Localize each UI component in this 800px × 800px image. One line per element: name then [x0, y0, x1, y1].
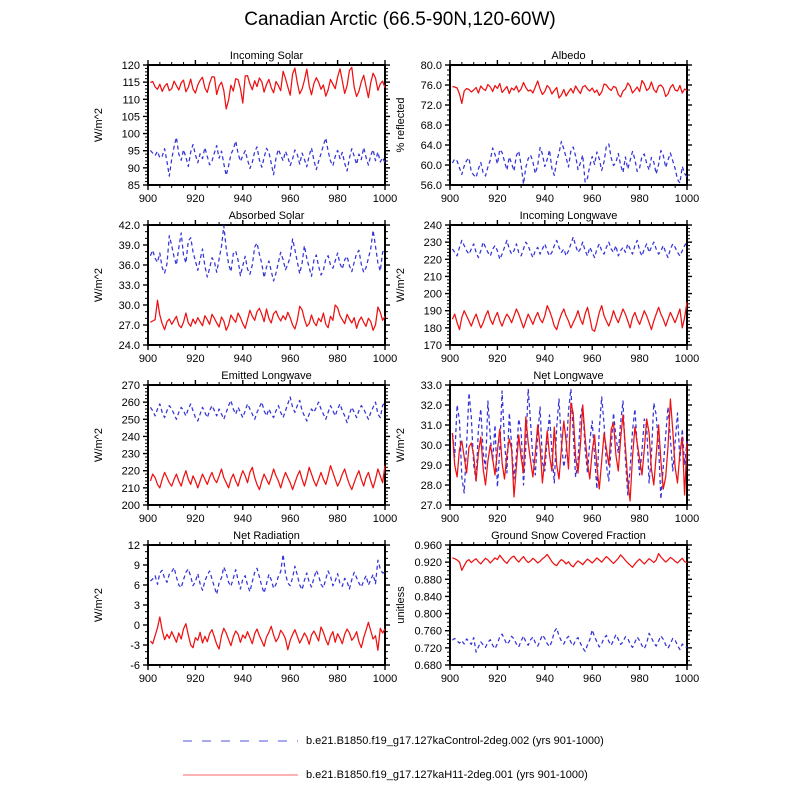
- svg-text:32.0: 32.0: [420, 400, 442, 412]
- svg-text:0.840: 0.840: [414, 591, 442, 604]
- svg-text:940: 940: [535, 513, 554, 525]
- svg-text:920: 920: [186, 353, 205, 365]
- svg-text:200: 200: [423, 288, 442, 301]
- svg-text:68.0: 68.0: [420, 120, 442, 132]
- svg-text:940: 940: [233, 673, 252, 685]
- svg-text:27.0: 27.0: [420, 500, 442, 512]
- svg-text:220: 220: [121, 465, 140, 478]
- svg-text:Absorbed Solar: Absorbed Solar: [228, 210, 305, 222]
- legend-item-control: [183, 733, 604, 749]
- svg-text:unitless: unitless: [395, 586, 407, 624]
- svg-text:Albedo: Albedo: [551, 50, 586, 62]
- svg-text:W/m^2: W/m^2: [93, 588, 105, 622]
- svg-text:270: 270: [121, 380, 140, 392]
- svg-text:90: 90: [127, 162, 140, 175]
- svg-text:33.0: 33.0: [118, 280, 140, 292]
- svg-text:900: 900: [138, 673, 158, 685]
- svg-text:960: 960: [583, 513, 602, 525]
- svg-text:0.880: 0.880: [414, 574, 442, 587]
- subplot-incoming-longwave: [392, 207, 702, 373]
- svg-text:920: 920: [488, 673, 507, 685]
- svg-text:940: 940: [535, 673, 554, 685]
- svg-text:1000: 1000: [372, 673, 398, 685]
- svg-text:960: 960: [281, 193, 300, 205]
- subplot-incoming-solar: [90, 47, 400, 213]
- svg-text:0.800: 0.800: [414, 608, 442, 621]
- svg-text:72.0: 72.0: [420, 100, 442, 112]
- svg-text:27.0: 27.0: [118, 320, 140, 332]
- svg-text:W/m^2: W/m^2: [93, 428, 105, 462]
- svg-text:0: 0: [133, 620, 140, 632]
- svg-text:1000: 1000: [674, 513, 700, 525]
- subplot-net-longwave: [392, 367, 702, 533]
- svg-text:33.0: 33.0: [420, 380, 442, 392]
- svg-text:960: 960: [281, 513, 300, 525]
- subplot-albedo: [392, 47, 702, 213]
- svg-text:30.0: 30.0: [420, 440, 442, 452]
- svg-text:960: 960: [281, 353, 300, 365]
- svg-text:940: 940: [535, 193, 554, 205]
- subplot-net-radiation: [90, 527, 400, 693]
- svg-text:980: 980: [328, 673, 347, 685]
- svg-text:12: 12: [127, 540, 140, 552]
- svg-text:W/m^2: W/m^2: [93, 108, 105, 142]
- svg-text:0.680: 0.680: [414, 660, 442, 672]
- svg-text:900: 900: [138, 513, 158, 525]
- svg-text:900: 900: [440, 353, 460, 365]
- svg-text:76.0: 76.0: [420, 80, 442, 92]
- svg-text:940: 940: [233, 193, 252, 205]
- svg-text:210: 210: [423, 271, 442, 284]
- svg-text:Incoming Solar: Incoming Solar: [229, 50, 304, 62]
- legend-line-solid-icon: [183, 774, 298, 776]
- svg-text:1000: 1000: [674, 673, 700, 685]
- svg-text:-6: -6: [130, 660, 140, 672]
- svg-text:31.0: 31.0: [420, 420, 442, 432]
- svg-text:6: 6: [133, 580, 140, 592]
- svg-text:920: 920: [186, 673, 205, 685]
- legend-label-control: b.e21.B1850.f19_g17.127kaControl-2deg.002 (yrs 901-1000): [306, 735, 604, 747]
- svg-text:39.0: 39.0: [118, 240, 140, 252]
- svg-text:230: 230: [121, 448, 140, 461]
- svg-text:980: 980: [630, 513, 649, 525]
- svg-text:80.0: 80.0: [420, 60, 442, 72]
- svg-text:0.720: 0.720: [414, 642, 442, 655]
- svg-text:1000: 1000: [372, 513, 398, 525]
- svg-text:115: 115: [122, 77, 140, 90]
- svg-text:95: 95: [127, 145, 140, 158]
- svg-text:0.960: 0.960: [414, 540, 442, 552]
- svg-text:900: 900: [138, 193, 158, 205]
- svg-text:960: 960: [583, 353, 602, 365]
- subplot-ground-snow-covered-fraction: [392, 527, 702, 693]
- svg-text:Incoming Longwave: Incoming Longwave: [519, 210, 618, 222]
- legend: [183, 733, 604, 783]
- subplot-emitted-longwave: [90, 367, 400, 533]
- svg-text:980: 980: [630, 193, 649, 205]
- svg-text:85: 85: [127, 180, 140, 192]
- svg-text:9: 9: [133, 560, 140, 572]
- svg-text:920: 920: [488, 513, 507, 525]
- svg-text:980: 980: [328, 353, 347, 365]
- figure-title: Canadian Arctic (66.5-90N,120-60W): [244, 9, 556, 30]
- svg-text:900: 900: [138, 353, 158, 365]
- svg-text:42.0: 42.0: [118, 220, 140, 232]
- svg-text:200: 200: [121, 500, 140, 512]
- svg-text:170: 170: [423, 340, 442, 352]
- svg-text:30.0: 30.0: [118, 300, 140, 312]
- svg-text:230: 230: [423, 237, 442, 250]
- svg-text:36.0: 36.0: [118, 260, 140, 272]
- svg-text:940: 940: [233, 513, 252, 525]
- svg-text:1000: 1000: [674, 193, 700, 205]
- svg-text:960: 960: [583, 673, 602, 685]
- svg-text:210: 210: [121, 482, 140, 495]
- svg-text:W/m^2: W/m^2: [395, 428, 407, 462]
- svg-text:920: 920: [186, 513, 205, 525]
- svg-text:900: 900: [440, 193, 460, 205]
- svg-text:180: 180: [423, 322, 442, 335]
- svg-text:3: 3: [133, 600, 140, 612]
- svg-text:100: 100: [121, 128, 140, 141]
- svg-text:Net Longwave: Net Longwave: [533, 370, 604, 382]
- svg-text:920: 920: [186, 193, 205, 205]
- legend-item-experiment: [183, 767, 604, 783]
- svg-text:56.0: 56.0: [420, 180, 442, 192]
- svg-text:W/m^2: W/m^2: [93, 268, 105, 302]
- svg-text:60.0: 60.0: [420, 160, 442, 172]
- svg-text:240: 240: [423, 220, 442, 232]
- svg-text:980: 980: [630, 673, 649, 685]
- svg-text:1000: 1000: [372, 193, 398, 205]
- svg-text:980: 980: [630, 353, 649, 365]
- svg-text:Net Radiation: Net Radiation: [233, 530, 300, 542]
- legend-label-experiment: b.e21.B1850.f19_g17.127kaH11-2deg.001 (yrs 901-1000): [306, 769, 588, 781]
- svg-text:64.0: 64.0: [420, 140, 442, 152]
- svg-text:900: 900: [440, 513, 460, 525]
- svg-text:920: 920: [488, 353, 507, 365]
- svg-text:0.760: 0.760: [414, 625, 442, 638]
- svg-text:220: 220: [423, 254, 442, 267]
- svg-text:1000: 1000: [674, 353, 700, 365]
- svg-text:120: 120: [121, 60, 140, 72]
- svg-text:29.0: 29.0: [420, 460, 442, 472]
- svg-text:110: 110: [122, 94, 140, 107]
- svg-text:28.0: 28.0: [420, 480, 442, 492]
- svg-text:105: 105: [121, 111, 140, 124]
- svg-text:W/m^2: W/m^2: [395, 268, 407, 302]
- svg-text:960: 960: [281, 673, 300, 685]
- svg-text:900: 900: [440, 673, 460, 685]
- svg-text:980: 980: [328, 513, 347, 525]
- svg-text:% reflected: % reflected: [395, 97, 407, 153]
- svg-text:260: 260: [121, 397, 140, 410]
- svg-text:250: 250: [121, 414, 140, 427]
- svg-text:940: 940: [535, 353, 554, 365]
- svg-text:940: 940: [233, 353, 252, 365]
- svg-text:24.0: 24.0: [118, 340, 140, 352]
- svg-text:920: 920: [488, 193, 507, 205]
- legend-line-dashed-icon: [183, 740, 298, 742]
- svg-text:980: 980: [328, 193, 347, 205]
- svg-text:960: 960: [583, 193, 602, 205]
- svg-text:0.920: 0.920: [414, 557, 442, 570]
- svg-text:-3: -3: [130, 640, 140, 652]
- svg-text:240: 240: [121, 431, 140, 444]
- subplot-absorbed-solar: [90, 207, 400, 373]
- svg-text:Ground Snow Covered Fraction: Ground Snow Covered Fraction: [491, 530, 646, 542]
- svg-text:1000: 1000: [372, 353, 398, 365]
- svg-text:Emitted Longwave: Emitted Longwave: [221, 370, 312, 382]
- svg-text:190: 190: [423, 305, 442, 318]
